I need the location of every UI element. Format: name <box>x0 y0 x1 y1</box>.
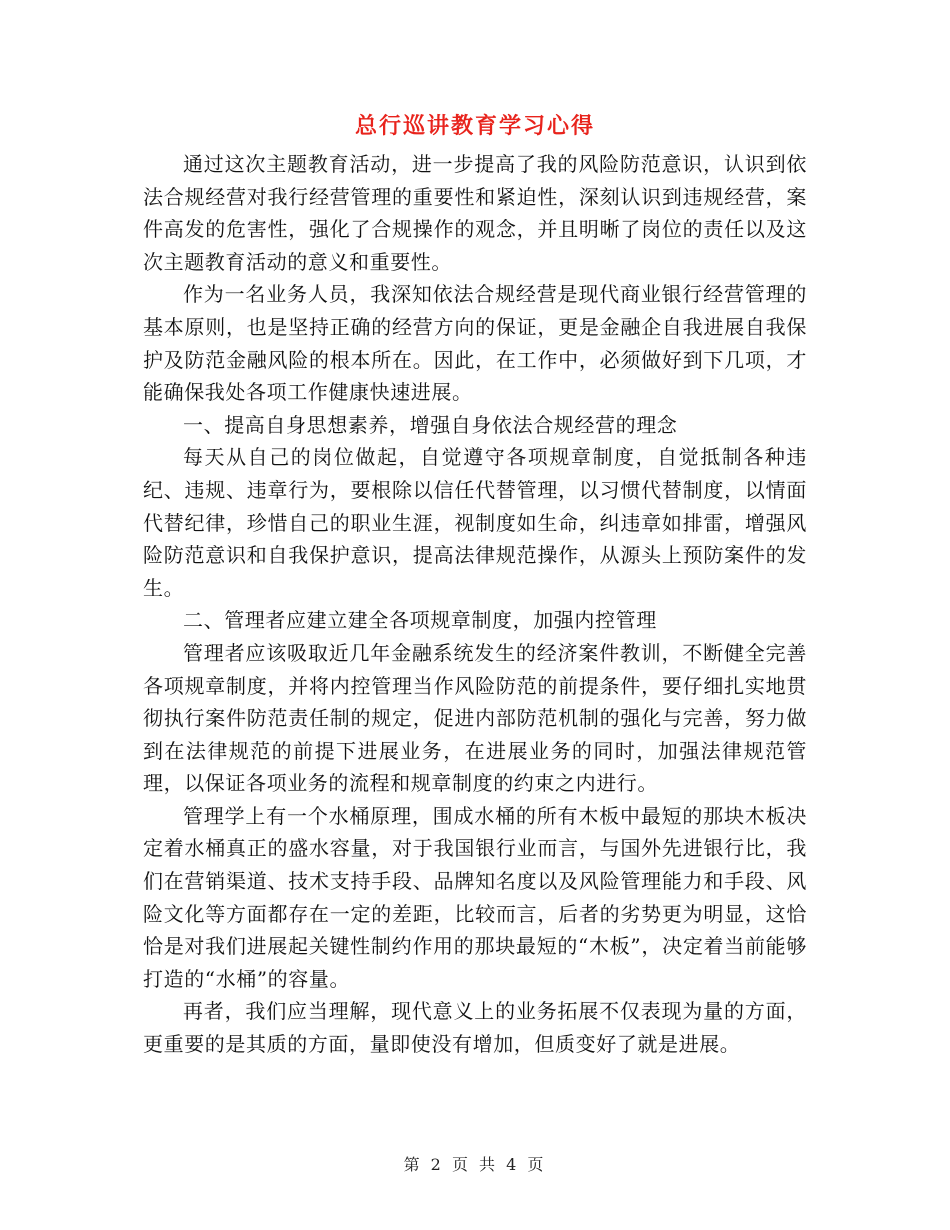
document-body <box>143 148 807 1061</box>
section-heading-2: 二、管理者应建立建全各项规章制度，加强内控管理 <box>183 608 657 633</box>
section-heading-1: 一、提高自身思想素养，增强自身依法合规经营的理念 <box>183 412 678 437</box>
paragraph-intro: 通过这次主题教育活动，进一步提高了我的风险防范意识，认识到依法合规经营对我行经营管理的重要性和紧迫性，深刻认识到违规经营，案件高发的危害性，强化了合规操作的观念，并且明晰了岗位的责任以及这次主题教育活动的意义和重要性。 <box>143 152 807 274</box>
paragraph-section-2: 管理者应该吸取近几年金融系统发生的经济案件教训，不断健全完善各项规章制度，并将内控管理当作风险防范的前提条件，要仔细扎实地贯彻执行案件防范责任制的规定，促进内部防范机制的强化与完善，努力做到在法律规范的前提下进展业务，在进展业务的同时，加强法律规范管理，以保证各项业务的流程和规章制度的约束之内进行。 <box>143 640 807 796</box>
paragraph-bucket-principle: 管理学上有一个水桶原理，围成水桶的所有木板中最短的那块木板决定着水桶真正的盛水容量，对于我国银行业而言，与国外先进银行比，我们在营销渠道、技术支持手段、品牌知名度以及风险管理能力和手段、风险文化等方面都存在一定的差距，比较而言，后者的劣势更为明显，这恰恰是对我们进展起关键性制约作用的那块最短的“木板”，决定着当前能够打造的“水桶”的容量。 <box>143 803 807 991</box>
paragraph-role: 作为一名业务人员，我深知依法合规经营是现代商业银行经营管理的基本原则，也是坚持正确的经营方向的保证，更是金融企自我进展自我保护及防范金融风险的根本所在。因此，在工作中，必须做好到下几项，才能确保我处各项工作健康快速进展。 <box>143 282 807 405</box>
page-title: 总行巡讲教育学习心得 <box>354 113 595 139</box>
paragraph-conclusion: 再者，我们应当理解，现代意义上的业务拓展不仅表现为量的方面，更重要的是其质的方面，量即使没有增加，但质变好了就是进展。 <box>143 999 807 1057</box>
page-number: 第 2 页 共 4 页 <box>403 1155 547 1174</box>
paragraph-section-1: 每天从自己的岗位做起，自觉遵守各项规章制度，自觉抵制各种违纪、违规、违章行为，要根除以信任代替管理，以习惯代替制度，以情面代替纪律，珍惜自己的职业生涯，视制度如生命，纠违章如排雷，增强风险防范意识和自我保护意识，提高法律规范操作，从源头上预防案件的发生。 <box>143 445 807 600</box>
